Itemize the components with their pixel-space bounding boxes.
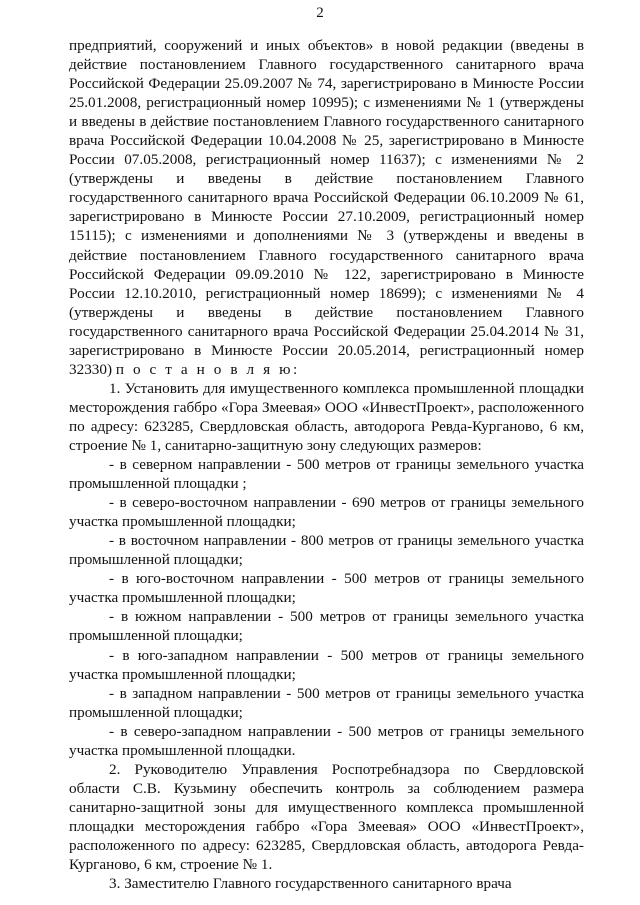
direction-northeast: - в северо-восточном направлении - 690 метров от границы земельного участка промышленной площадки; (69, 494, 584, 531)
item-1-paragraph: 1. Установить для имущественного комплекса промышленной площадки месторождения габбро «Гора Змеевая» ООО «ИнвестПроект», расположенного по адресу: 623285, Свердловская область, автодорога Ревда-Курганово, 6 км, строение № 1, санитарно-защитную зону следующих размеров: (69, 379, 584, 454)
direction-northwest: - в северо-западном направлении - 500 метров от границы земельного участка промышленной площадки. (69, 722, 584, 759)
direction-list (69, 455, 584, 760)
direction-east: - в восточном направлении - 800 метров от границы земельного участка промышленной площадки; (69, 532, 584, 569)
direction-west: - в западном направлении - 500 метров от границы земельного участка промышленной площадки; (69, 684, 584, 721)
intro-paragraph (69, 36, 584, 379)
direction-southeast: - в юго-восточном направлении - 500 метров от границы земельного участка промышленной площадки; (69, 570, 584, 607)
direction-north: - в северном направлении - 500 метров от границы земельного участка промышленной площадки ; (69, 456, 584, 493)
document-body (69, 36, 584, 893)
direction-south: - в южном направлении - 500 метров от границы земельного участка промышленной площадки; (69, 608, 584, 645)
item-3-paragraph: 3. Заместителю Главного государственного санитарного врача (109, 875, 512, 893)
resolve-word: п о с т а н о в л я ю: (115, 360, 300, 378)
item-2-paragraph: 2. Руководителю Управления Роспотребнадзора по Свердловской области С.В. Кузьмину обеспечить контроль за соблюдением размера санитарно-защитной зоны для имущественного комплекса промышленной площадки месторождения габбро «Гора Змеевая» ООО «ИнвестПроект», расположенного по адресу: 623285, Свердловская область, автодорога Ревда-Курганово, 6 км, строение № 1. (69, 760, 584, 874)
page-number: 2 (316, 5, 324, 21)
direction-southwest: - в юго-западном направлении - 500 метров от границы земельного участка промышленной площадки; (69, 646, 584, 683)
intro-text: предприятий, сооружений и иных объектов» в новой редакции (введены в действие постановлением Главного государственного санитарного врача Российской Федерации 25.09.2007 № 74, зарегистрировано в Минюсте России 25.01.2008, регистрационный номер 10995); с изменениями № 1 (утверждены и введены в действие постановлением Главного государственного санитарного врача Российской Федерации 10.04.2008 № 25, зарегистрировано в Минюсте России 07.05.2008, регистрационный номер 11637); с изменениями № 2 (утверждены и введены в действие постановлением Главного государственного санитарного врача Российской Федерации 06.10.2009 № 61, зарегистрировано в Минюсте России 27.10.2009, регистрационный номер 15115); с изменениями и дополнениями № 3 (утверждены и введены в действие постановлением Главного государственного санитарного врача Российской Федерации 09.09.2010 № 122, зарегистрировано в Минюсте России 12.10.2010, регистрационный номер 18699); с изменениями № 4 (утверждены и введены в действие постановлением Главного государственного санитарного врача Российской Федерации 25.04.2014 № 31, зарегистрировано в Минюсте России 20.05.2014, регистрационный номер 32330) (69, 37, 584, 378)
